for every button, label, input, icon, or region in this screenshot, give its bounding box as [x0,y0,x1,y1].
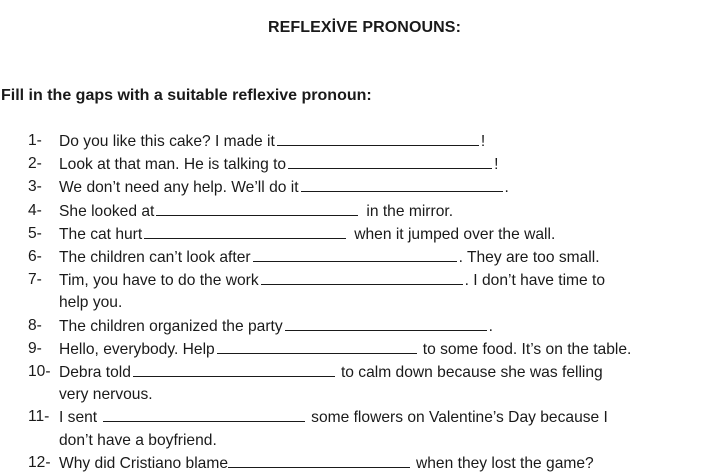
answer-blank[interactable] [228,452,410,468]
item-text-before: The children can’t look after [59,249,251,267]
exercise-item-6 [28,246,725,269]
item-text-before: The cat hurt [59,225,143,243]
answer-blank[interactable] [288,153,492,169]
answer-blank[interactable] [301,176,503,192]
item-number: 9- [28,339,42,357]
item-text-after: ! [480,133,486,150]
answer-blank[interactable] [133,361,335,377]
item-number: 3- [28,178,42,196]
item-text-after: when they lost the game? [416,454,594,472]
item-number: 8- [28,316,42,334]
exercise-item-4 [28,200,725,223]
item-text-before: Tim, you have to do the work [59,272,259,290]
item-number: 4- [28,201,42,219]
exercise-item-2 [28,153,725,176]
item-number: 12- [28,453,51,471]
exercise-item-7 [28,269,725,314]
item-text-after: to some food. It’s on the table. [422,340,632,358]
exercise-item-9 [28,338,725,361]
item-number: 7- [28,271,42,289]
answer-blank[interactable] [103,406,305,422]
item-text-after: to calm down because she was felling [340,364,603,382]
item-continuation: help you. [59,294,123,312]
item-text-after: in the mirror. [366,202,454,220]
exercise-item-8 [28,315,725,338]
answer-blank[interactable] [253,246,457,262]
item-number: 6- [28,248,42,266]
item-text-before: Why did Cristiano blame [59,454,228,472]
page-title: REFLEXİVE PRONOUNS: [267,19,462,36]
item-text-after: ! [494,156,499,174]
exercise-item-11 [28,406,725,451]
item-continuation: don’t have a boyfriend. [59,431,217,449]
item-text-after: . [504,179,509,197]
item-text-after: . [488,317,493,335]
exercise-item-10 [28,361,725,406]
answer-blank[interactable] [144,223,346,239]
item-text-after: . They are too small. [458,249,600,267]
item-text-before: Debra told [59,364,131,382]
item-text-after: when it jumped over the wall. [354,225,556,243]
item-number: 10- [28,363,51,381]
item-number: 11- [28,408,50,426]
item-text-before: I sent [59,409,98,427]
item-continuation: very nervous. [59,386,153,404]
answer-blank[interactable] [285,315,487,331]
answer-blank[interactable] [261,269,463,285]
item-number: 1- [28,132,42,149]
item-text-before: Look at that man. He is talking to [59,156,287,174]
exercise-item-12 [28,452,725,475]
item-text-before: She looked at [59,202,155,220]
instruction-text: Fill in the gaps with a suitable reflexive pronoun: [1,87,372,104]
exercise-item-5 [28,223,725,246]
item-text-before: Do you like this cake? I made it [59,133,275,150]
item-number: 5- [28,224,42,242]
exercise-item-3 [28,176,725,199]
item-text-after: . I don’t have time to [464,272,606,290]
answer-blank[interactable] [277,130,479,146]
exercise-item-1 [28,130,725,153]
item-text-before: Hello, everybody. Help [59,340,215,358]
item-number: 2- [28,155,42,173]
answer-blank[interactable] [156,200,358,216]
exercise-list [28,130,725,475]
item-text-before: The children organized the party [59,317,283,335]
item-text-before: We don’t need any help. We’ll do it [59,179,299,197]
item-text-after: some flowers on Valentine’s Day because I [311,409,608,427]
answer-blank[interactable] [217,338,417,354]
